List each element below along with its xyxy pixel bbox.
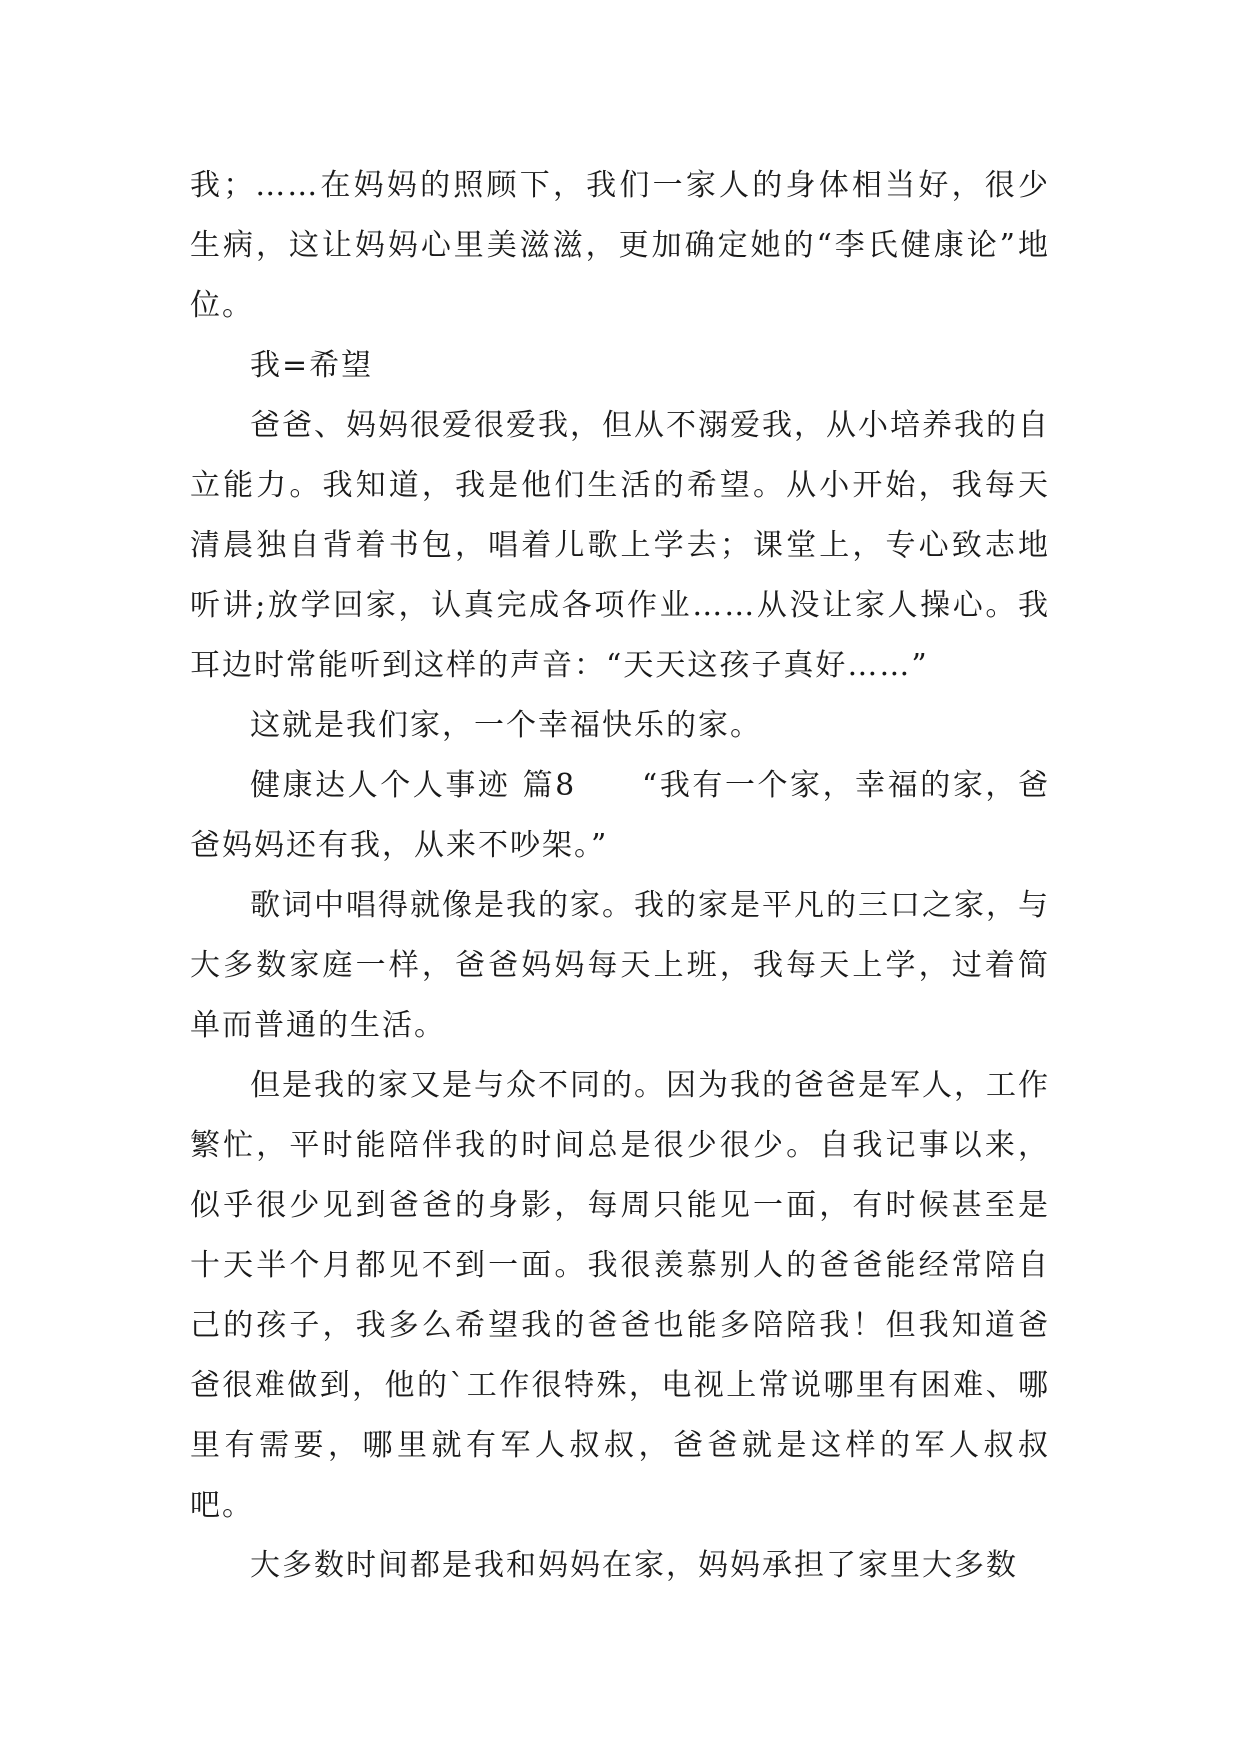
document-body bbox=[190, 156, 1050, 1596]
paragraph-heading-hope: 我=希望 bbox=[250, 348, 374, 383]
paragraph-section-8: 健康达人个人事迹 篇8 “我有一个家，幸福的家，爸爸妈妈还有我，从来不吵架。” bbox=[190, 768, 1050, 863]
paragraph-6: 歌词中唱得就像是我的家。我的家是平凡的三口之家，与大多数家庭一样，爸爸妈妈每天上班，我每天上学，过着简单而普通的生活。 bbox=[190, 888, 1050, 1043]
paragraph-4: 这就是我们家，一个幸福快乐的家。 bbox=[250, 708, 762, 743]
paragraph-7: 但是我的家又是与众不同的。因为我的爸爸是军人，工作繁忙，平时能陪伴我的时间总是很少很少。自我记事以来，似乎很少见到爸爸的身影，每周只能见一面，有时候甚至是十天半个月都见不到一面。我很羡慕别人的爸爸能经常陪自己的孩子，我多么希望我的爸爸也能多陪陪我！但我知道爸爸很难做到，他的`工作很特殊，电视上常说哪里有困难、哪里有需要，哪里就有军人叔叔，爸爸就是这样的军人叔叔吧。 bbox=[190, 1068, 1050, 1523]
paragraph-8: 大多数时间都是我和妈妈在家，妈妈承担了家里大多数 bbox=[250, 1548, 1018, 1583]
paragraph-3: 爸爸、妈妈很爱很爱我，但从不溺爱我，从小培养我的自立能力。我知道，我是他们生活的希望。从小开始，我每天清晨独自背着书包，唱着儿歌上学去；课堂上，专心致志地听讲;放学回家，认真完成各项作业……从没让家人操心。我耳边时常能听到这样的声音：“天天这孩子真好……” bbox=[190, 408, 1050, 683]
paragraph-1: 我；……在妈妈的照顾下，我们一家人的身体相当好，很少生病，这让妈妈心里美滋滋，更加确定她的“李氏健康论”地位。 bbox=[190, 168, 1050, 323]
